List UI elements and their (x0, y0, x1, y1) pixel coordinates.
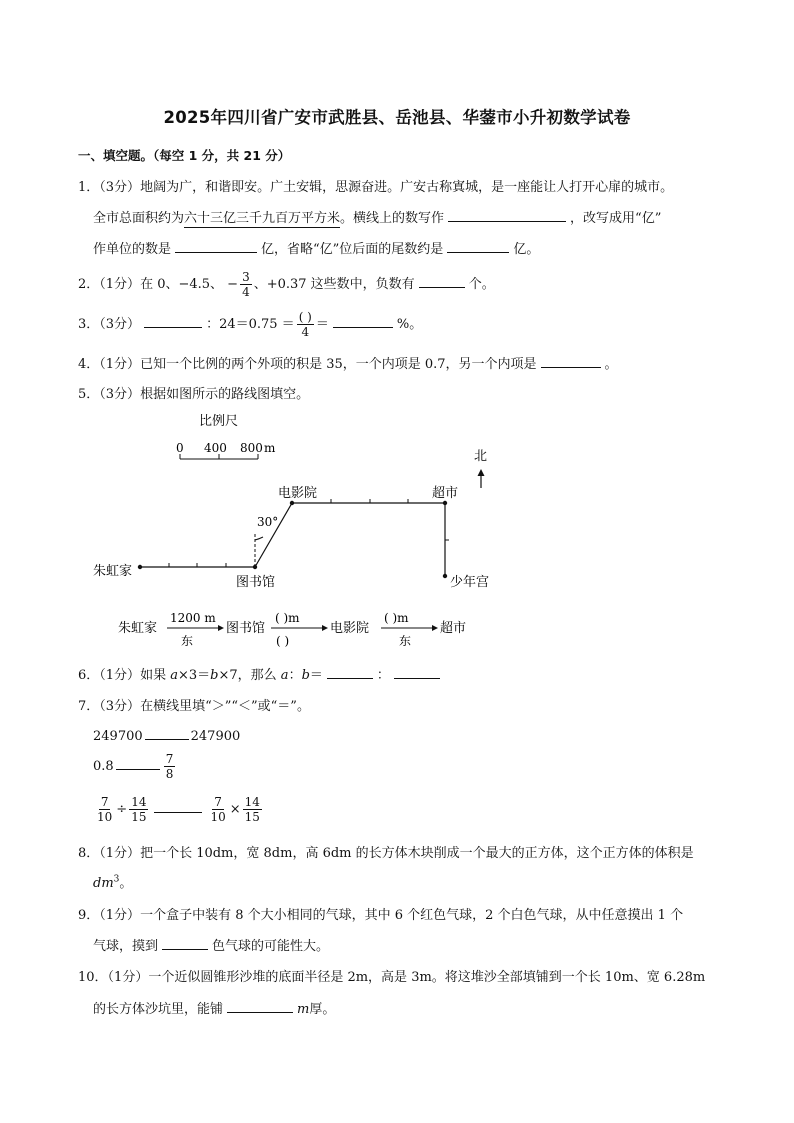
q7-row3: $\frac{7}{10}$ ÷ $\frac{14}{15}$ $\frac{7}{10}$ × $\frac{14}{15}$ (97, 795, 260, 824)
flow-home: 朱虹家 (118, 621, 158, 636)
scale-title: 比例尺 (199, 414, 239, 429)
flow-dir1: 东 (181, 634, 194, 648)
q2-line: 2．（1分）在 0、−4.5、 − $\frac{3}{4}$ 、+0.37 这些数中，负数有 个。 (78, 270, 495, 299)
q10-line1: 10．（1分）一个近似圆锥形沙堆的底面半径是 2m，高是 3m。将这堆沙全部填铺到一个长 10m、宽 6.28m (78, 970, 706, 985)
angle-label: 30° (257, 515, 279, 529)
q7-answer-blank-1[interactable] (145, 727, 189, 740)
flow-d1: 1200 m (170, 611, 216, 625)
flow-library: 图书馆 (226, 621, 266, 636)
place-home: 朱虹家 (93, 564, 133, 579)
q6-answer-blank-1[interactable] (327, 666, 373, 679)
route-lines (140, 503, 445, 576)
place-youth-palace: 少年宫 (450, 575, 490, 590)
fraction-three-quarters: $\frac{3}{4}$ (242, 270, 250, 299)
q10-line2: 的长方体沙坑里，能铺 m厚。 (93, 1002, 336, 1017)
angle-arc (255, 537, 263, 540)
place-cinema: 电影院 (278, 486, 318, 501)
underlined-number-words: 六十三亿三千九百万平方米 (184, 211, 341, 226)
flow-dir2: ( ) (276, 634, 290, 648)
place-library: 图书馆 (236, 575, 276, 590)
flow-arrows (167, 625, 438, 631)
q3-line: 3．（3分） ：24＝0.75 ＝ $\frac{( )}{4}$ ＝ %。 (78, 310, 423, 339)
q7-row1: 249700 247900 (93, 729, 241, 744)
q9-line2: 气球，摸到 色气球的可能性大。 (93, 939, 330, 954)
fraction-blank-over-4: $\frac{( )}{4}$ (298, 310, 312, 339)
fraction-seven-eighths: $\frac{7}{8}$ (165, 752, 174, 781)
flow-cinema: 电影院 (330, 621, 370, 636)
route-ticks (169, 499, 449, 567)
q1-line1: 1．（3分）地阔为广，和谐即安。广土安辑，思源奋进。广安古称寘城，是一座能让人打开心扉的城市。 (78, 180, 674, 195)
q1-line3: 作单位的数是 亿，省略“亿”位后面的尾数约是 亿。 (93, 242, 540, 257)
scale-tick-800: 800 (240, 441, 263, 455)
north-label: 北 (474, 449, 488, 464)
scale-unit: m (264, 441, 276, 455)
page-title: 2025年四川省广安市武胜县、岳池县、华蓥市小升初数学试卷 (163, 108, 631, 127)
q10-answer-blank[interactable] (227, 1000, 293, 1013)
q9-answer-blank[interactable] (162, 937, 208, 950)
section-heading: 一、填空题。（每空 1 分，共 21 分） (78, 148, 291, 163)
q9-line1: 9．（1分）一个盒子中装有 8 个大小相同的气球，其中 6 个红色气球，2 个白色气球，从中任意摸出 1 个 (78, 908, 684, 923)
flow-dir3: 东 (399, 634, 412, 648)
q7-row2: 0.8 $\frac{7}{8}$ (93, 752, 174, 781)
q8-line1: 8．（1分）把一个长 10dm，宽 8dm，高 6dm 的长方体木块削成一个最大的正方体，这个正方体的体积是 (78, 846, 694, 861)
q5-line: 5．（3分）根据如图所示的路线图填空。 (78, 387, 310, 402)
flow-market: 超市 (440, 621, 467, 636)
q7-answer-blank-3[interactable] (154, 800, 202, 813)
north-arrow-icon (478, 469, 485, 488)
scale-tick-400: 400 (204, 441, 227, 455)
flow-d3: ( )m (384, 611, 409, 625)
scale-tick-0: 0 (176, 441, 184, 455)
q4-line: 4．（1分）已知一个比例的两个外项的积是 35，一个内项是 0.7，另一个内项是 。 (78, 357, 618, 372)
q6-line: 6．（1分）如果 a×3＝b×7，那么 a：b＝ ： (78, 664, 444, 683)
q8-line2: $dm^3$。 (93, 874, 133, 891)
q6-answer-blank-2[interactable] (394, 666, 440, 679)
q7-answer-blank-2[interactable] (116, 757, 160, 770)
place-market: 超市 (432, 486, 459, 501)
q1-line2: 全市总面积约为六十三亿三千九百万平方米。横线上的数写作 ，改写成用“亿” (93, 211, 662, 226)
flow-d2: ( )m (275, 611, 300, 625)
q7-line: 7．（3分）在横线里填“＞”“＜”或“＝”。 (78, 699, 310, 714)
